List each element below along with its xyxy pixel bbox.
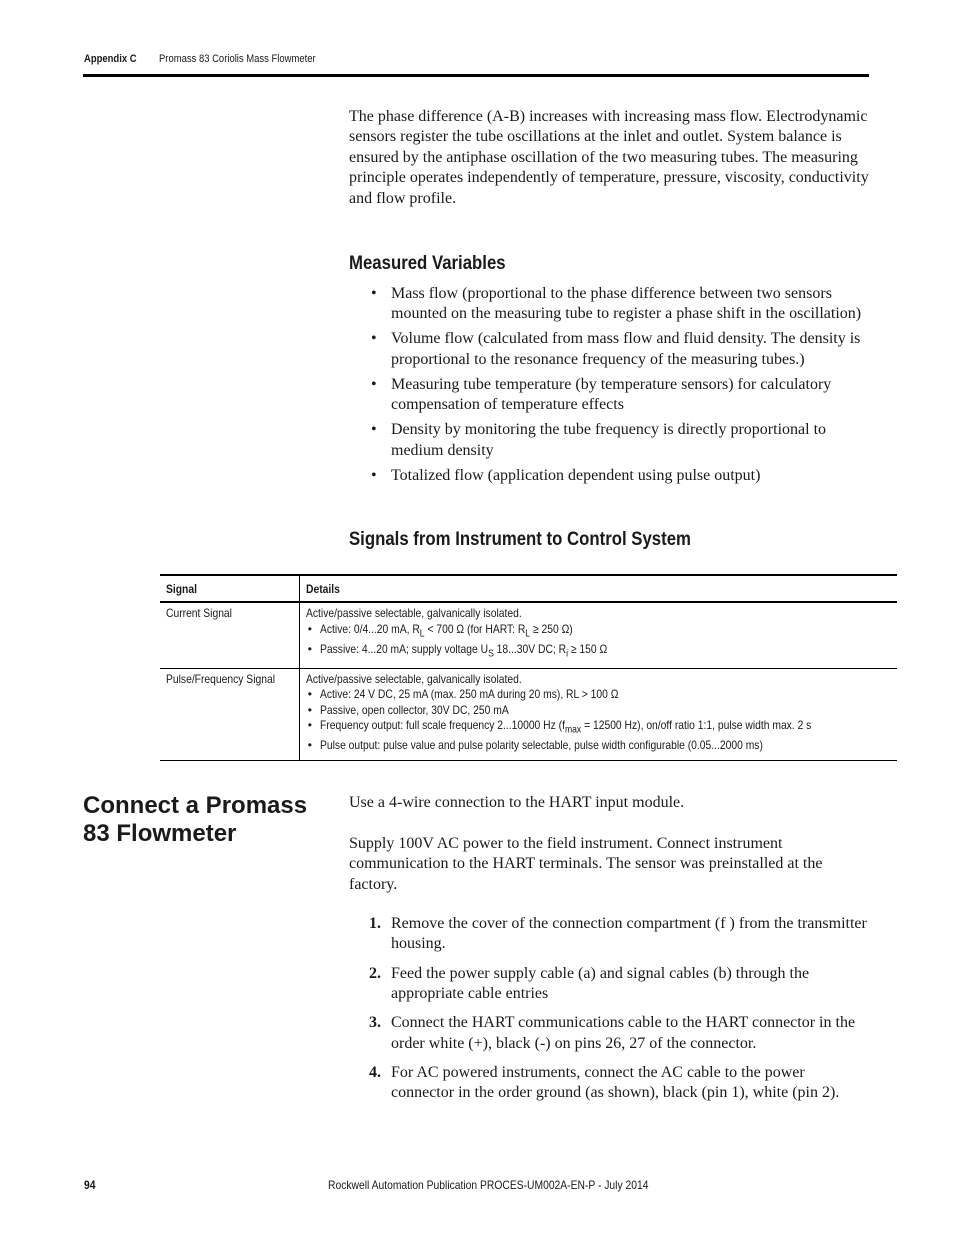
connection-steps	[349, 914, 869, 1112]
publication-info: Rockwell Automation Publication PROCES-UM002A-EN-P - July 2014	[328, 1178, 649, 1192]
column-header-details: Details	[299, 575, 897, 602]
bullet-icon: •	[371, 285, 377, 302]
header-chapter: Appendix C	[84, 53, 137, 65]
signal-name-cell: Pulse/Frequency Signal	[160, 668, 299, 760]
page-number: 94	[84, 1178, 96, 1192]
connect-paragraph-1: Use a 4-wire connection to the HART input module.	[349, 794, 685, 811]
detail-item: • Frequency output: full scale frequency 2...10000 Hz ($f_{max} = 12500$ Hz), on/off ratio 1:1, pulse width max. 2 s	[306, 718, 891, 738]
detail-item: • Active: 0/4...20 mA, $R_L < 700$ Ω (for HART: $R_L \ge 250$ Ω)	[306, 622, 891, 642]
signal-details-cell: Active/passive selectable, galvanically isolated. • Active: 24 V DC, 25 mA (max. 250 mA during 20 ms), RL > 100 Ω • Passive, open collector, 30V DC, 250 mA • Frequency output: full scale frequency 2...10000 Hz ($f_{max} = 12500$ Hz), on/off ratio 1:1, pulse width max. 2 s • Pulse output: pulse value and pulse polarity selectable, pulse width configurable (0.05...2000 ms)	[299, 668, 897, 760]
column-header-signal: Signal	[160, 575, 299, 602]
signal-details-cell: Active/passive selectable, galvanically isolated. • Active: 0/4...20 mA, $R_L < 700$ Ω (for HART: $R_L \ge 250$ Ω) • Passive: 4...20 mA; supply voltage $U_S$ 18...30V DC; $R_i \ge 150$ Ω	[299, 602, 897, 668]
list-item: • Totalized flow (application dependent using pulse output)	[349, 466, 869, 486]
bullet-icon: •	[371, 421, 377, 439]
step-item: 4. For AC powered instruments, connect the AC cable to the power connector in the order ground (as shown), black (pin 1), white (pin 2).	[369, 1063, 840, 1102]
table-row	[160, 668, 897, 760]
detail-item: • Pulse output: pulse value and pulse polarity selectable, pulse width configurable (0.05...2000 ms)	[306, 738, 891, 754]
header-title: Promass 83 Coriolis Mass Flowmeter	[159, 53, 316, 65]
list-item: • Mass flow (proportional to the phase difference between two sensors mounted on the measuring tube to register a phase shift in the oscillation)	[371, 285, 862, 323]
table-row	[160, 602, 897, 668]
bullet-icon: •	[371, 466, 377, 484]
signals-table	[160, 574, 897, 761]
section-title: Connect a Promass 83 Flowmeter	[83, 792, 308, 847]
measured-variables-list	[349, 284, 869, 491]
detail-item: • Active: 24 V DC, 25 mA (max. 250 mA during 20 ms), RL > 100 Ω	[306, 687, 891, 703]
step-item: 3. Connect the HART communications cable to the HART connector in the order white (+), black (-) on pins 26, 27 of the connector.	[369, 1014, 856, 1052]
list-item: • Volume flow (calculated from mass flow and fluid density. The density is proportional to the resonance frequency of the measuring tubes.)	[371, 330, 861, 368]
bullet-icon: •	[371, 375, 377, 393]
table-header-row	[160, 575, 897, 602]
list-item: • Measuring tube temperature (by temperature sensors) for calculatory compensation of temperature effects	[371, 375, 832, 414]
signals-heading: Signals from Instrument to Control System	[349, 528, 691, 550]
step-item: 2. Feed the power supply cable (a) and signal cables (b) through the appropriate cable entries	[369, 964, 810, 1003]
detail-item: • Passive: 4...20 mA; supply voltage $U_S$ 18...30V DC; $R_i \ge 150$ Ω	[306, 642, 891, 662]
step-item: 1. Remove the cover of the connection compartment (f ) from the transmitter housing.	[369, 915, 867, 953]
bullet-icon: •	[371, 330, 377, 348]
header-rule	[83, 74, 869, 77]
intro-text: The phase difference (A-B) increases with increasing mass flow. Electrodynamic sensors register the tube oscillations at the inlet and outlet. System balance is ensured by the antiphase oscillation of the two measuring tubes. The measuring principle operates independently of temperature, pressure, viscosity, conductivity and flow profile.	[349, 108, 869, 207]
signal-name-cell: Current Signal	[160, 602, 299, 668]
measured-variables-heading: Measured Variables	[349, 252, 506, 274]
detail-item: • Passive, open collector, 30V DC, 250 mA	[306, 703, 891, 719]
connect-paragraph-2: Supply 100V AC power to the field instrument. Connect instrument communication to the HART terminals. The sensor was preinstalled at the factory.	[349, 835, 823, 893]
intro-paragraph	[349, 107, 869, 209]
list-item: • Density by monitoring the tube frequency is directly proportional to medium density	[371, 421, 827, 459]
running-header	[84, 53, 316, 65]
